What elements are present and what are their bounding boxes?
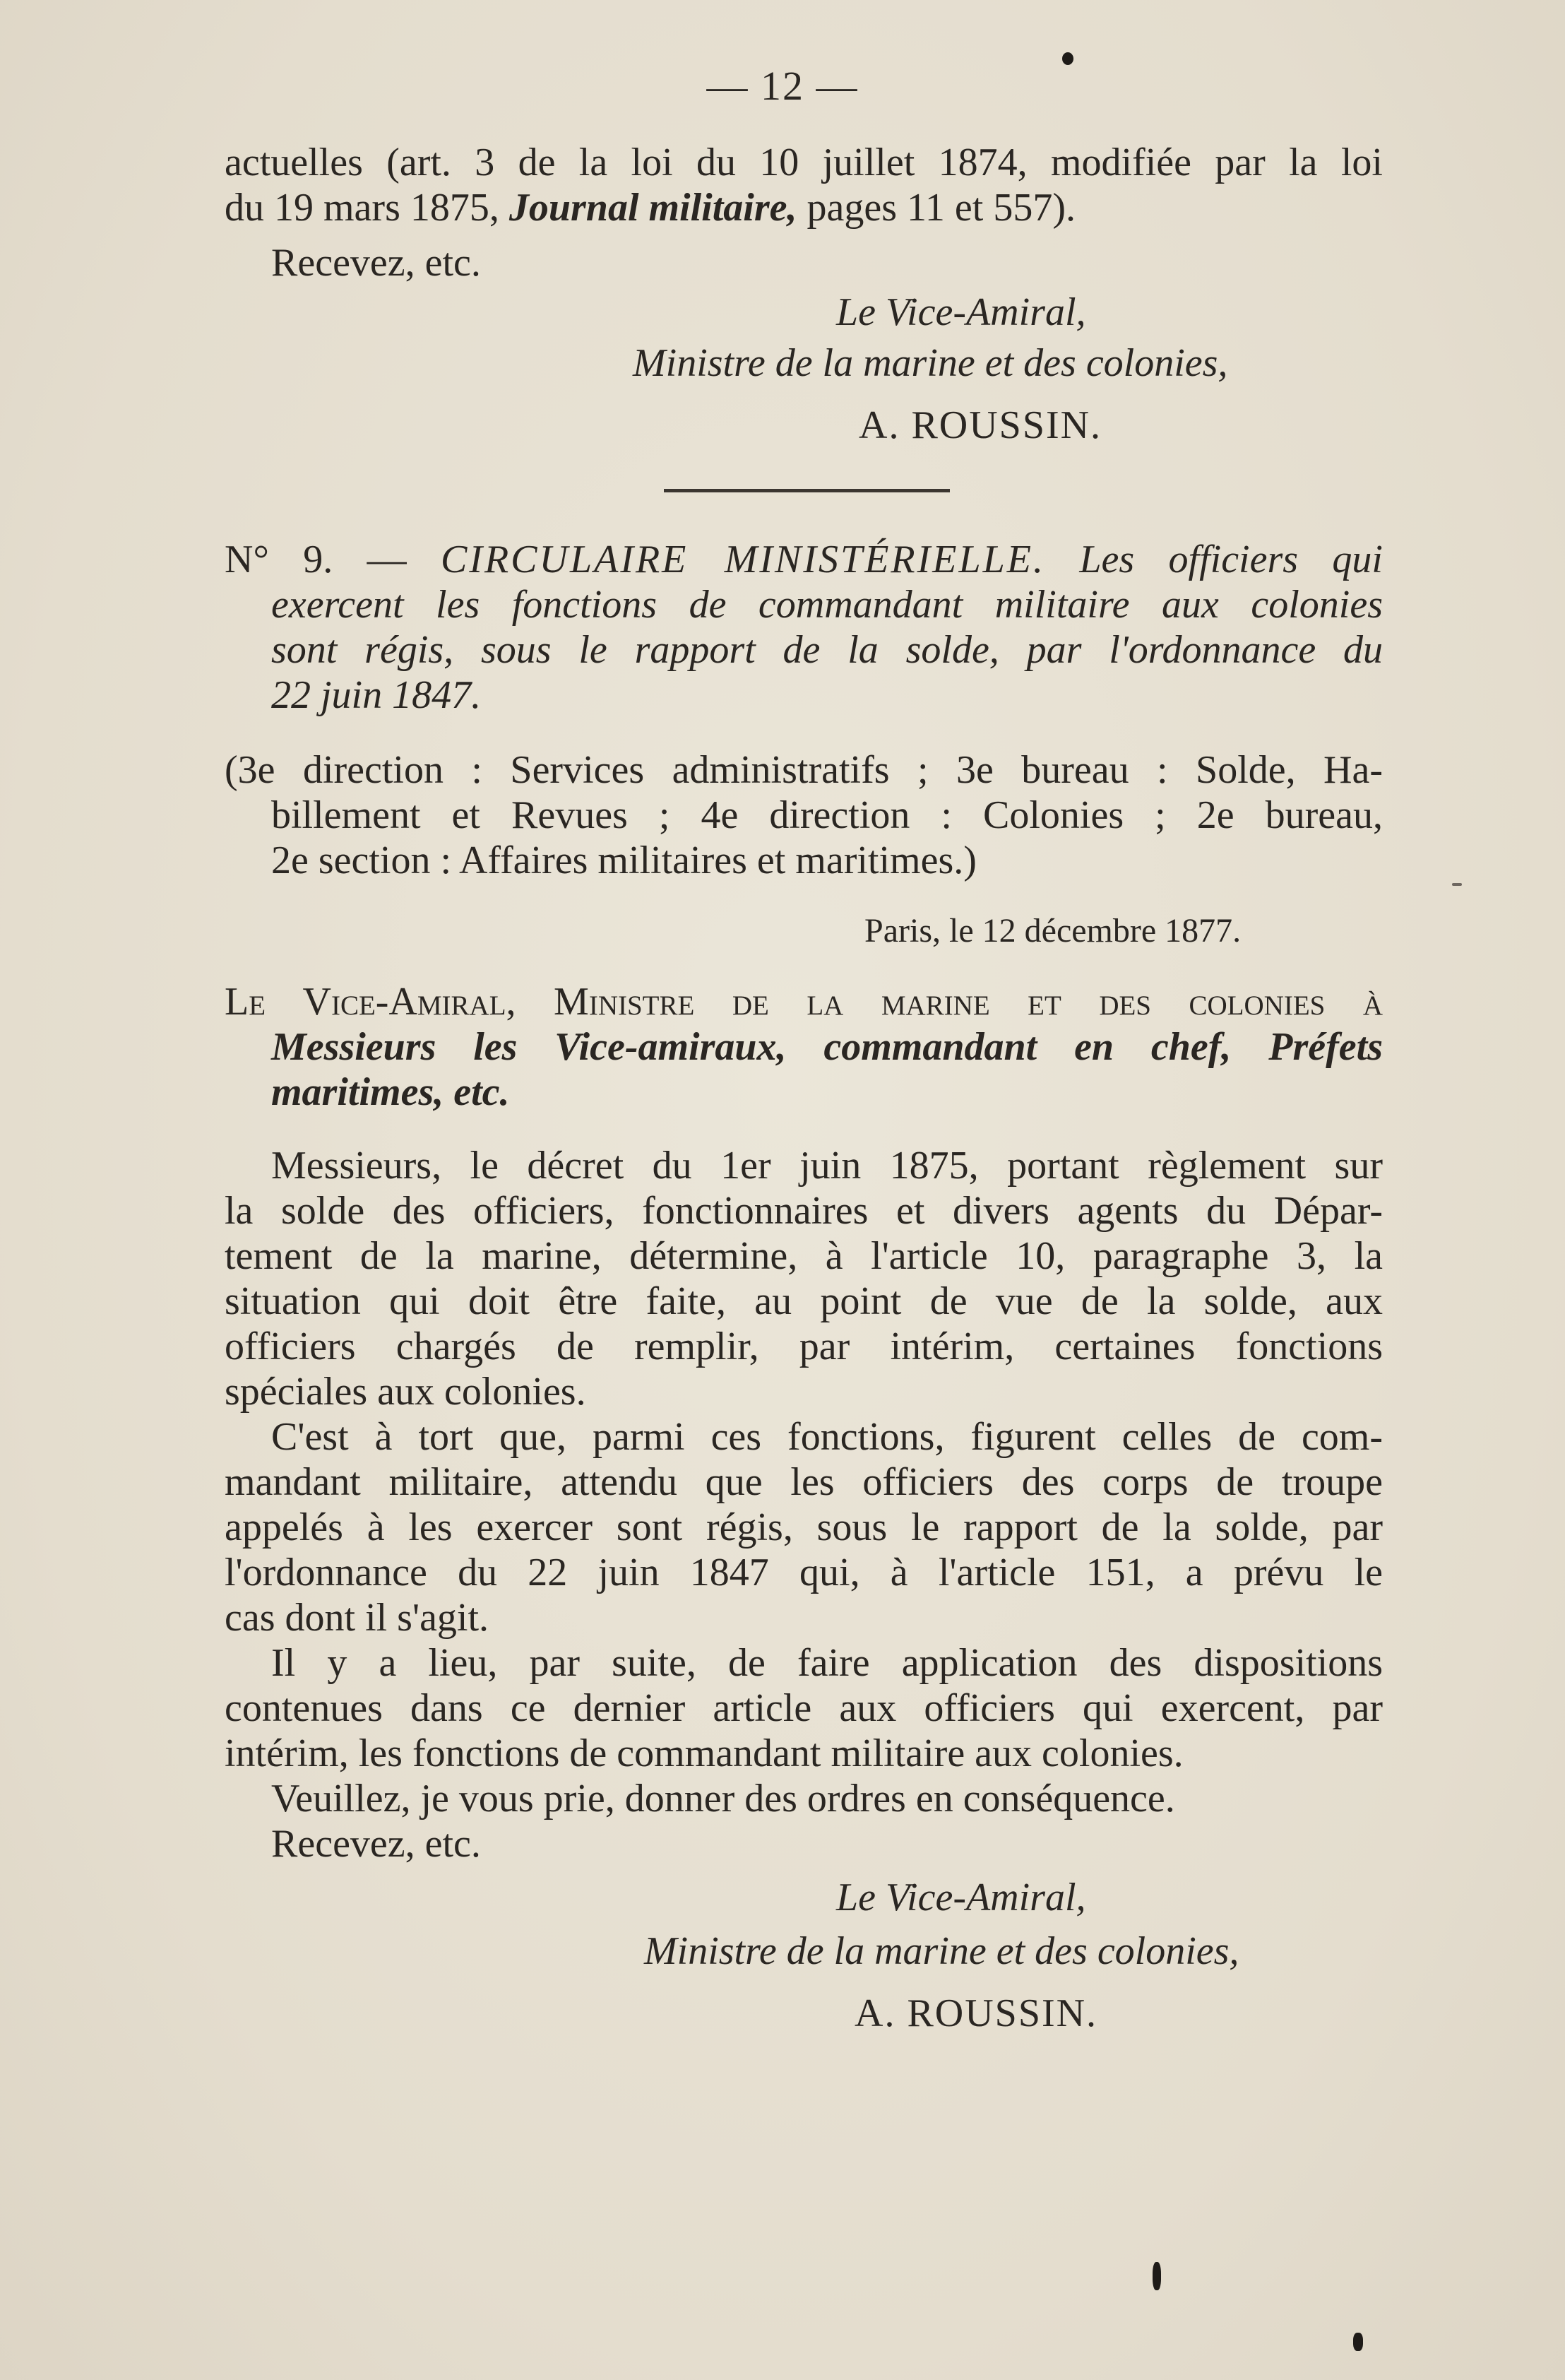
summary-line: exercent les fonctions de commandant militaire aux colonies <box>271 583 1383 627</box>
circular-header <box>225 537 1383 1866</box>
page-number: — 12 — <box>706 63 859 109</box>
body-line: la solde des officiers, fonctionnaires et divers agents du Dépar- <box>225 1189 1383 1233</box>
ink-spot <box>1353 2333 1363 2351</box>
continued-text <box>225 140 1383 285</box>
text-line: actuelles (art. 3 de la loi du 10 juillet 1874, modifiée par la loi <box>225 141 1383 184</box>
body-line: l'ordonnance du 22 juin 1847 qui, à l'article 151, a prévu le <box>225 1551 1383 1594</box>
body-line: appelés à les exercer sont régis, sous le rapport de la solde, par <box>225 1505 1383 1549</box>
closing-formula: Recevez, etc. <box>271 1822 481 1866</box>
place-date: Paris, le 12 décembre 1877. <box>864 912 1242 949</box>
body-line: Il y a lieu, par suite, de faire application des dispositions <box>271 1641 1383 1685</box>
summary-line: sont régis, sous le rapport de la solde, par l'ordonnance du <box>271 628 1383 672</box>
circular-heading: CIRCULAIRE MINISTÉRIELLE. <box>440 538 1045 581</box>
recipient-line: Messieurs les Vice-amiraux, commandant en chef, Préfets <box>271 1025 1383 1069</box>
signature-title: Le Vice-Amiral, <box>836 1876 1086 1919</box>
body-line: mandant militaire, attendu que les officiers des corps de troupe <box>225 1460 1383 1504</box>
closing-formula: Recevez, etc. <box>271 241 481 285</box>
recipient-line: maritimes, etc. <box>271 1070 510 1114</box>
circular-number: N° 9. — <box>225 538 441 581</box>
ink-spot <box>1153 2262 1161 2290</box>
body-line: intérim, les fonctions de commandant militaire aux colonies. <box>225 1731 1184 1775</box>
sender-recipient-line: Le Vice-Amiral, Ministre de la marine et des colonies à <box>225 980 1383 1024</box>
circular-body <box>225 1143 1383 1866</box>
directions-line: (3e direction : Services administratifs ; 3e bureau : Solde, Ha- <box>225 748 1383 792</box>
body-line: spéciales aux colonies. <box>225 1370 586 1414</box>
body-line: situation qui doit être faite, au point de vue de la solde, aux <box>225 1279 1383 1323</box>
body-line: cas dont il s'agit. <box>225 1596 489 1640</box>
signature-name: A. ROUSSIN. <box>859 403 1102 447</box>
signature-role: Ministre de la marine et des colonies, <box>644 1929 1239 1973</box>
body-line: officiers chargés de remplir, par intérim, certaines fonctions <box>225 1325 1383 1368</box>
signature-role: Ministre de la marine et des colonies, <box>633 341 1228 385</box>
text-line: du 19 mars 1875, Journal militaire, pages 11 et 557). <box>225 186 1076 230</box>
body-line: C'est à tort que, parmi ces fonctions, figurent celles de com- <box>271 1415 1383 1459</box>
signature-name: A. ROUSSIN. <box>855 1991 1098 2035</box>
body-line: Veuillez, je vous prie, donner des ordres en conséquence. <box>271 1777 1175 1820</box>
body-line: Messieurs, le décret du 1er juin 1875, portant règlement sur <box>271 1144 1383 1188</box>
directions-line: billement et Revues ; 4e direction : Colonies ; 2e bureau, <box>271 793 1383 837</box>
directions-line: 2e section : Affaires militaires et maritimes.) <box>271 839 977 882</box>
summary-line: 22 juin 1847. <box>271 673 482 717</box>
section-divider <box>664 489 950 492</box>
body-line: contenues dans ce dernier article aux officiers qui exercent, par <box>225 1686 1383 1730</box>
circular-title-line: N° 9. — CIRCULAIRE MINISTÉRIELLE. Les officiers qui <box>225 538 1383 581</box>
signature-title: Le Vice-Amiral, <box>836 290 1086 334</box>
body-line: tement de la marine, détermine, à l'article 10, paragraphe 3, la <box>225 1234 1383 1278</box>
ink-spot <box>1452 883 1462 886</box>
